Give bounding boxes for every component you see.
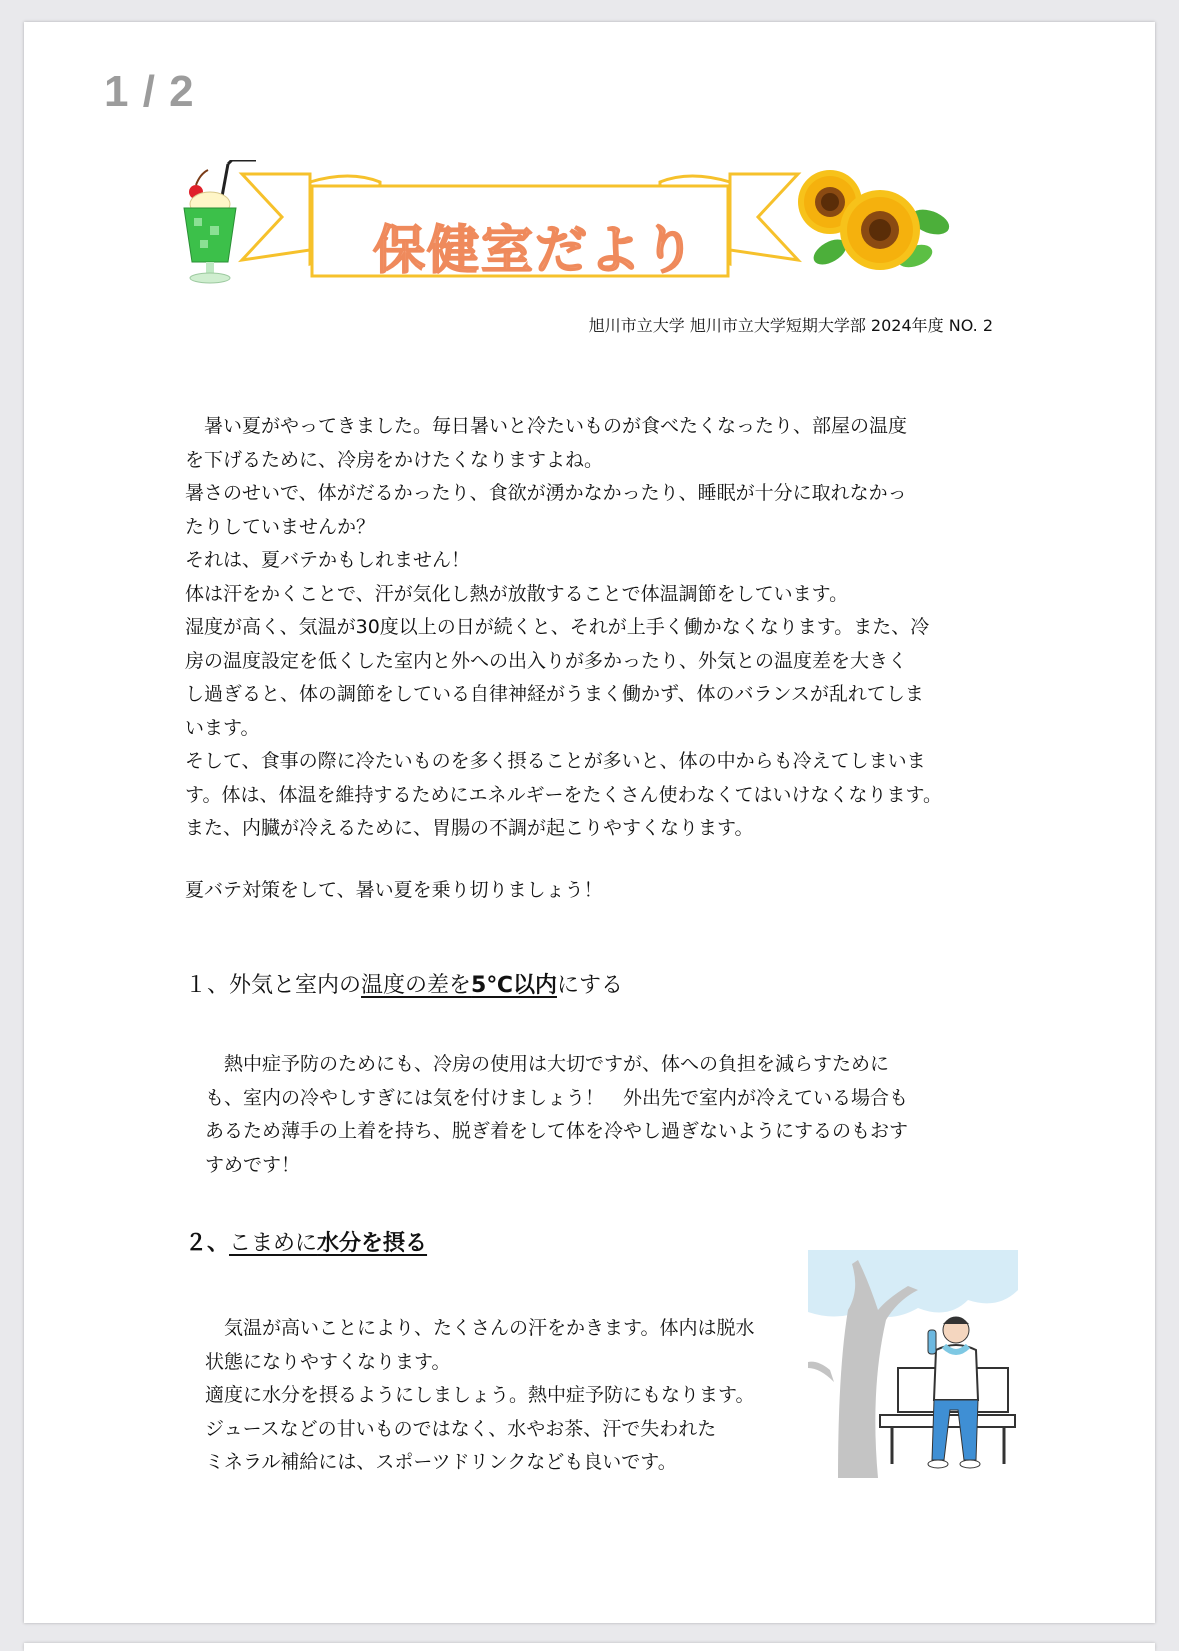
intro-line: 湿度が高く、気温が30度以上の日が続くと、それが上手く働かなくなります。また、冷 <box>185 616 930 638</box>
section2-line: 気温が高いことにより、たくさんの汗をかきます。体内は脱水 <box>205 1317 755 1339</box>
section1-line: すめです！ <box>205 1153 301 1176</box>
sunflower-icon <box>798 170 953 272</box>
intro-line: 体は汗をかくことで、汗が気化し熱が放散することで体温調節をしています。 <box>185 582 849 605</box>
section1-line: あるため薄手の上着を持ち、脱ぎ着をして体を冷やし過ぎないようにするのもおす <box>205 1120 909 1142</box>
section2-text <box>205 1312 754 1480</box>
intro-line: 暑さのせいで、体がだるかったり、食欲が湧かなかったり、睡眠が十分に取れなかっ <box>185 482 907 504</box>
section1-line: 熱中症予防のためにも、冷房の使用は大切ですが、体への負担を減らすために <box>205 1053 890 1075</box>
section2-line: ジュースなどの甘いものではなく、水やお茶、汗で失われた <box>205 1417 717 1440</box>
section2-line: 適度に水分を摂るようにしましょう。熱中症予防にもなります。 <box>205 1384 755 1406</box>
bench-man-illustration <box>808 1250 1018 1480</box>
intro-line: す。体は、体温を維持するためにエネルギーをたくさん使わなくてはいけなくなります。 <box>185 783 942 806</box>
section2-line: 状態になりやすくなります。 <box>205 1350 451 1373</box>
page-indicator: 1 / 2 <box>104 67 195 116</box>
section1-line: も、室内の冷やしすぎには気を付けましょう！ 外出先で室内が冷えている場合も <box>205 1086 909 1109</box>
intro-line: います。 <box>185 716 260 739</box>
section1-text <box>205 1048 908 1182</box>
section1-heading: １、外気と室内の温度の差を5℃以内にする <box>185 973 623 998</box>
issue-info: 旭川市立大学 旭川市立大学短期大学部 2024年度 NO. 2 <box>588 316 993 335</box>
intro-line: そして、食事の際に冷たいものを多く摂ることが多いと、体の中からも冷えてしまいま <box>185 750 926 772</box>
intro-line: また、内臓が冷えるために、胃腸の不調が起こりやすくなります。 <box>185 817 754 839</box>
intro-text <box>185 410 1015 907</box>
next-page-edge <box>24 1643 1155 1651</box>
section2-heading: ２、こまめに水分を摂る <box>185 1231 428 1256</box>
intro-line: 暑い夏がやってきました。毎日暑いと冷たいものが食べたくなったり、部屋の温度 <box>185 415 908 437</box>
intro-line: それは、夏バテかもしれません！ <box>185 549 471 571</box>
newsletter-title: 保健室だより <box>372 221 697 281</box>
intro-line: たりしていませんか？ <box>185 515 376 538</box>
section2-line: ミネラル補給には、スポーツドリンクなども良いです。 <box>205 1451 677 1473</box>
intro-line: 房の温度設定を低くした室内と外への出入りが多かったり、外気との温度差を大きく <box>185 649 908 672</box>
intro-line: し過ぎると、体の調節をしている自律神経がうまく働かず、体のバランスが乱れてしま <box>185 683 924 705</box>
closing-line: 夏バテ対策をして、暑い夏を乗り切りましょう！ <box>185 878 603 901</box>
intro-line: を下げるために、冷房をかけたくなりますよね。 <box>185 448 604 471</box>
